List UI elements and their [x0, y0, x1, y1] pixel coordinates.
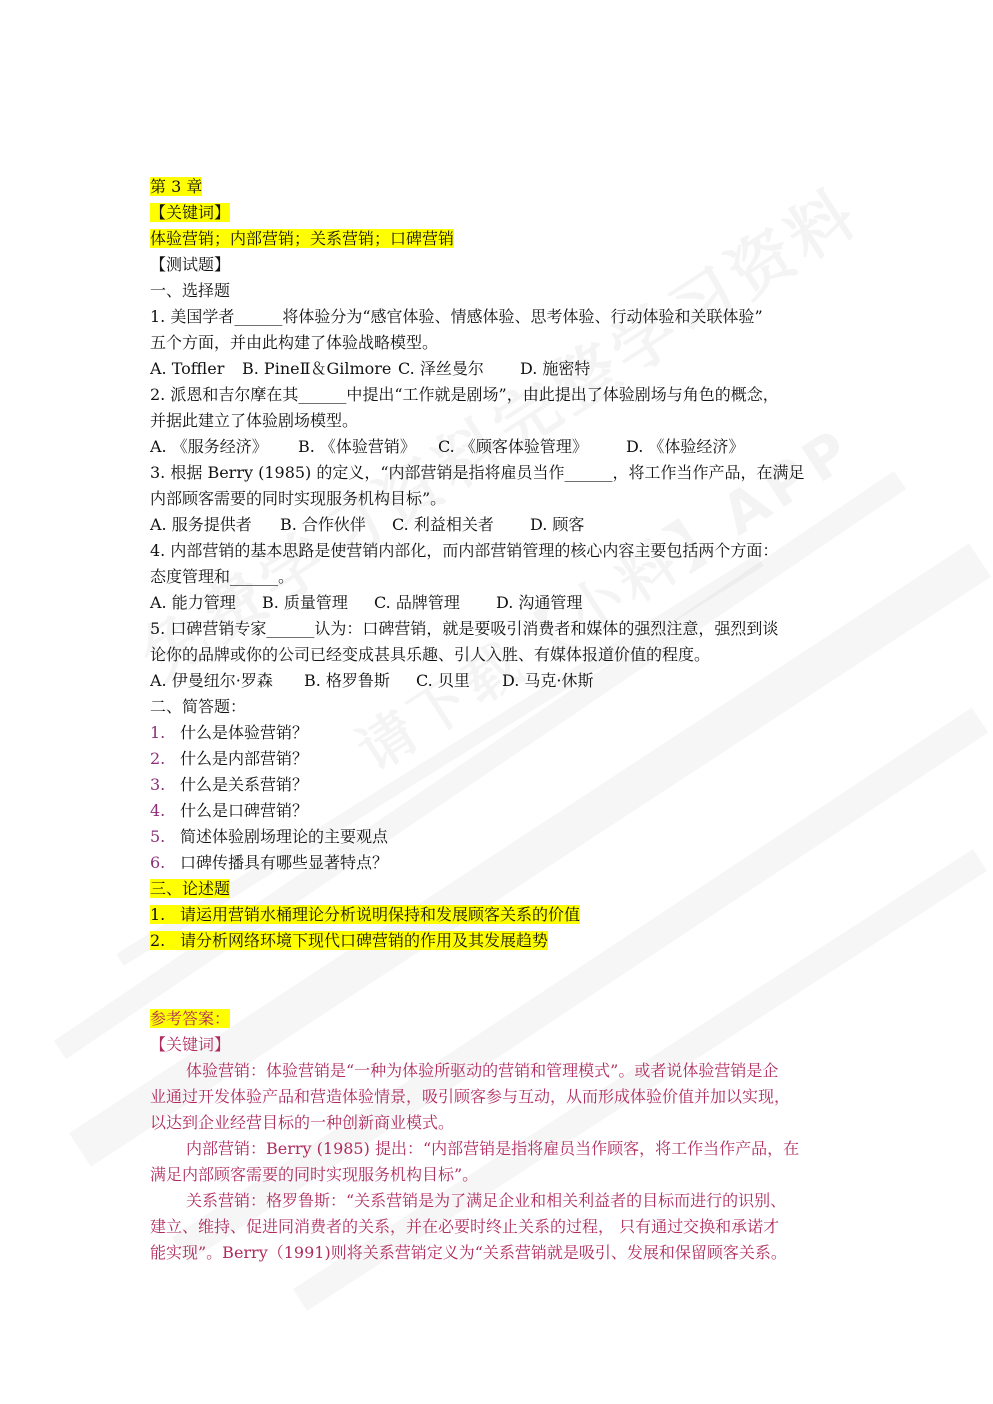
short-question [150, 824, 850, 850]
option: C. 贝里 [416, 671, 470, 690]
question-number: 2. [150, 931, 166, 950]
question-text: 什么是内部营销？ [180, 749, 309, 768]
answer-line: 业通过开发体验产品和营造体验情景，吸引顾客参与互动，从而形成体验价值并加以实现， [150, 1087, 791, 1106]
option: A. Toffler [150, 359, 225, 378]
option: D. 沟通管理 [496, 593, 583, 612]
option: D. 施密特 [520, 359, 591, 378]
keywords-header: 【关键词】 [150, 203, 231, 222]
question-number: 3. [150, 775, 166, 794]
question-line: 五个方面，并由此构建了体验战略模型。 [150, 333, 439, 352]
options-row [150, 434, 850, 460]
short-question [150, 746, 850, 772]
question-text: 请运用营销水桶理论分析说明保持和发展顾客关系的价值 [180, 905, 581, 924]
option: B. 格罗鲁斯 [304, 671, 390, 690]
document-body [150, 174, 850, 1266]
option: B. PineⅡ＆Gilmore [242, 359, 392, 378]
option: C. 《顾客体验管理》 [438, 437, 588, 456]
options-row [150, 668, 850, 694]
question-line: 1. 美国学者______将体验分为“感官体验、情感体验、思考体验、行动体验和关联体验” [150, 307, 763, 326]
option: B. 质量管理 [262, 593, 348, 612]
mc-question-3 [150, 460, 850, 538]
answer-header: 参考答案： [150, 1009, 231, 1028]
question-line: 内部顾客需要的同时实现服务机构目标”。 [150, 489, 447, 508]
option: A. 《服务经济》 [150, 437, 268, 456]
option: C. 品牌管理 [374, 593, 460, 612]
test-header: 【测试题】 [150, 255, 231, 274]
option: C. 利益相关者 [392, 515, 494, 534]
question-text: 请分析网络环境下现代口碑营销的作用及其发展趋势 [180, 931, 549, 950]
question-text: 简述体验剧场理论的主要观点 [180, 827, 389, 846]
option: A. 伊曼纽尔·罗森 [150, 671, 273, 690]
question-number: 4. [150, 801, 166, 820]
question-line: 态度管理和______。 [150, 567, 295, 586]
essay-question [150, 928, 850, 954]
option: D. 马克·休斯 [502, 671, 594, 690]
question-line: 并据此建立了体验剧场模型。 [150, 411, 359, 430]
question-number: 2. [150, 749, 166, 768]
answer-keywords-header: 【关键词】 [150, 1035, 231, 1054]
option: C. 泽丝曼尔 [398, 359, 484, 378]
answer-line: 内部营销：Berry (1985) 提出：“内部营销是指将雇员当作顾客，将工作当作产品，在 [186, 1139, 800, 1158]
answer-line: 满足内部顾客需要的同时实现服务机构目标”。 [150, 1165, 479, 1184]
question-line: 2. 派恩和吉尔摩在其______中提出“工作就是剧场”，由此提出了体验剧场与角色的概念， [150, 385, 779, 404]
mc-question-1 [150, 304, 850, 382]
short-question [150, 720, 850, 746]
question-number: 6. [150, 853, 166, 872]
question-number: 1. [150, 723, 166, 742]
section-essay-title: 三、论述题 [150, 879, 231, 898]
mc-question-2 [150, 382, 850, 460]
keywords-list: 体验营销；内部营销；关系营销；口碑营销 [150, 229, 455, 248]
mc-question-4 [150, 538, 850, 616]
answer-line: 体验营销：体验营销是“一种为体验所驱动的营销和管理模式”。或者说体验营销是企 [186, 1061, 779, 1080]
essay-question [150, 902, 850, 928]
answer-paragraph-1 [150, 1058, 850, 1136]
question-text: 口碑传播具有哪些显著特点？ [180, 853, 389, 872]
question-line: 3. 根据 Berry (1985) 的定义，“内部营销是指将雇员当作______，将工作当作产品，在满足 [150, 463, 805, 482]
question-number: 1. [150, 905, 166, 924]
section-multiple-choice-title: 一、选择题 [150, 281, 231, 300]
option: D. 顾客 [530, 515, 585, 534]
mc-question-5 [150, 616, 850, 694]
short-question [150, 798, 850, 824]
answer-line: 建立、维持、促进同消费者的关系，并在必要时终止关系的过程， 只有通过交换和承诺才 [150, 1217, 780, 1236]
options-row [150, 512, 850, 538]
question-text: 什么是关系营销？ [180, 775, 309, 794]
option: B. 《体验营销》 [298, 437, 416, 456]
question-line: 5. 口碑营销专家______认为：口碑营销，就是要吸引消费者和媒体的强烈注意，强烈到谈 [150, 619, 779, 638]
option: D. 《体验经济》 [626, 437, 745, 456]
question-line: 4. 内部营销的基本思路是使营销内部化，而内部营销管理的核心内容主要包括两个方面： [150, 541, 779, 560]
short-question [150, 850, 850, 876]
options-row [150, 590, 850, 616]
answer-paragraph-2 [150, 1136, 850, 1188]
short-question [150, 772, 850, 798]
option: A. 能力管理 [150, 593, 236, 612]
question-number: 5. [150, 827, 166, 846]
section-short-answer-title: 二、简答题： [150, 697, 247, 716]
question-text: 什么是体验营销？ [180, 723, 309, 742]
options-row [150, 356, 850, 382]
question-line: 论你的品牌或你的公司已经变成甚具乐趣、引人入胜、有媒体报道价值的程度。 [150, 645, 711, 664]
question-text: 什么是口碑营销？ [180, 801, 309, 820]
answer-line: 关系营销：格罗鲁斯：“关系营销是为了满足企业和相关利益者的目标而进行的识别、 [186, 1191, 787, 1210]
answer-line: 以达到企业经营目标的一种创新商业模式。 [150, 1113, 455, 1132]
option: A. 服务提供者 [150, 515, 252, 534]
answer-paragraph-3 [150, 1188, 850, 1266]
answer-line: 能实现”。Berry（1991)则将关系营销定义为“关系营销就是吸引、发展和保留顾客关系。 [150, 1243, 787, 1262]
chapter-title: 第 3 章 [150, 177, 203, 196]
option: B. 合作伙伴 [280, 515, 366, 534]
